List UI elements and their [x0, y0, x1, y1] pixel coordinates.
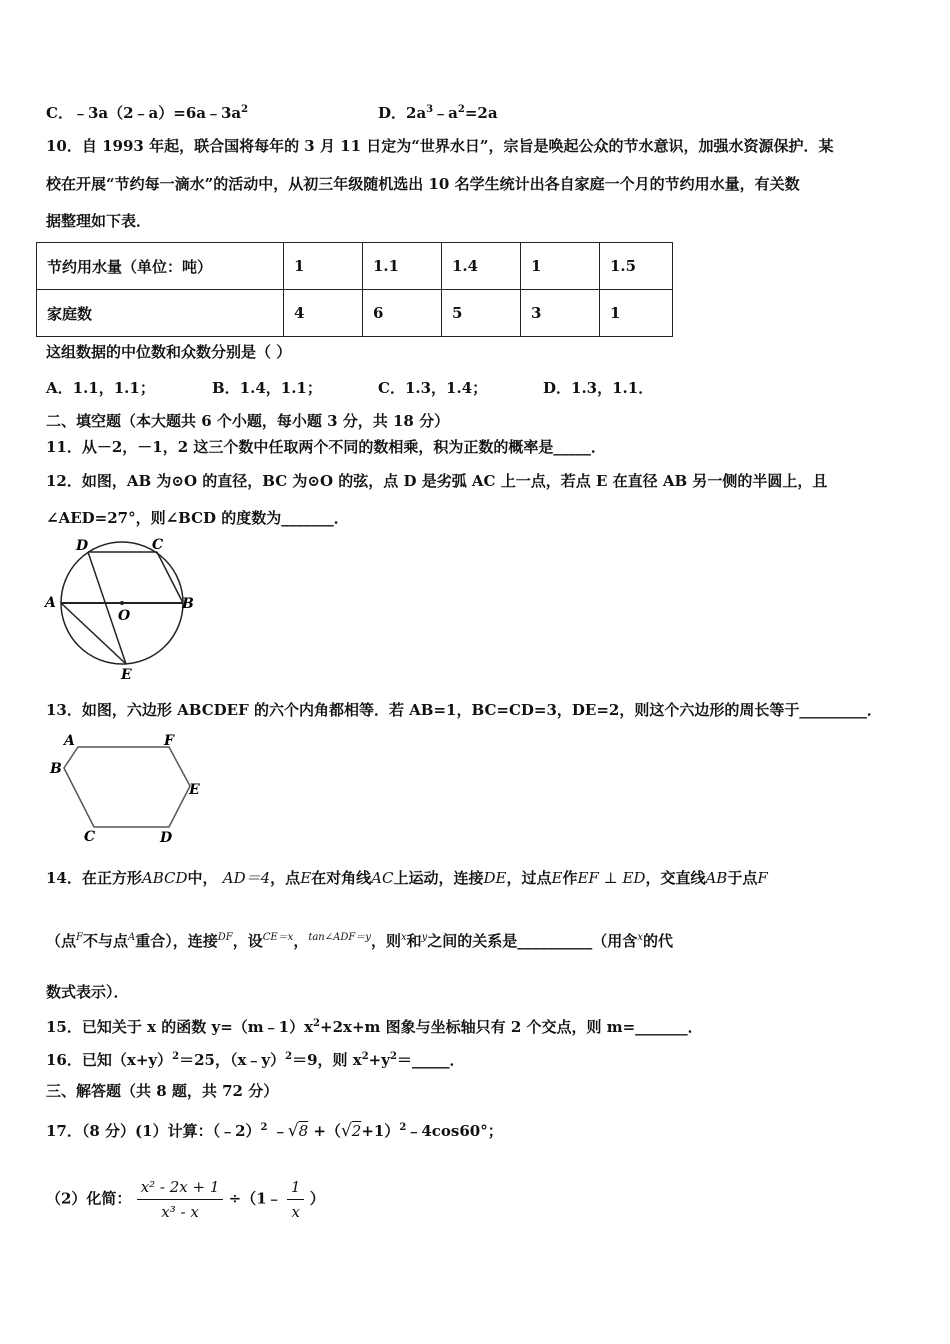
table-cell: 1.1	[363, 243, 442, 290]
q12-line-1: 12．如图，AB 为⊙O 的直径，BC 为⊙O 的弦，点 D 是劣弧 AC 上一点，若点 E 在直径 AB 另一侧的半圆上，且	[46, 472, 828, 490]
water-saving-table	[36, 242, 673, 337]
label-e: E	[121, 667, 132, 683]
q9-option-d: D．$2a^3﹣a^2=2a$	[378, 104, 498, 122]
circle-figure	[40, 534, 210, 684]
label-f: F	[164, 733, 174, 749]
table-header-cell: 家庭数	[37, 290, 284, 337]
section-3-heading: 三、解答题（共 8 题，共 72 分）	[46, 1082, 279, 1100]
table-cell: 1.4	[442, 243, 521, 290]
label-o: O	[118, 608, 131, 624]
table-cell: 1.5	[600, 243, 673, 290]
q10-line-3: 据整理如下表．	[46, 212, 152, 230]
q10-line-1: 10．自 1993 年起，联合国将每年的 3 月 11 日定为“世界水日”，宗旨是唤起公众的节水意识，加强水资源保护．某	[46, 137, 834, 155]
q10-question: 这组数据的中位数和众数分别是（ ）	[46, 343, 292, 361]
q14-line-2: （点$^F$不与点$^A$重合），连接$^{DF}$，设$^{CE=x}$，$^{tan\angle ADF=y}$，则$^x$和$^y$之间的关系是__________（用含$^x$的代	[46, 932, 673, 950]
table-cell: 1	[284, 243, 363, 290]
center-point	[120, 601, 124, 605]
table-row	[37, 243, 673, 290]
q10-option-a: A．1.1，1.1；	[46, 379, 155, 397]
table-cell: 5	[442, 290, 521, 337]
label-b: B	[50, 761, 62, 777]
label-c: C	[84, 829, 96, 845]
q10-option-b: B．1.4，1.1；	[212, 379, 322, 397]
q17-part-1: 17．（8 分）(1）计算：（﹣2）$^2$ ﹣√8 $+(√2+1)^2﹣4\cos 60^\circ$；	[46, 1121, 503, 1141]
label-c: C	[152, 537, 164, 553]
q14-line-3: 数式表示）．	[46, 983, 129, 1001]
label-d: D	[160, 830, 173, 846]
label-b: B	[182, 596, 194, 612]
table-cell: 6	[363, 290, 442, 337]
q10-line-2: 校在开展“节约每一滴水”的活动中，从初三年级随机选出 10 名学生统计出各自家庭一个月的节约用水量，有关数	[46, 175, 800, 193]
label-a: A	[45, 595, 56, 611]
table-cell: 3	[521, 290, 600, 337]
hexagon-figure	[44, 730, 214, 848]
table-row	[37, 290, 673, 337]
q12-line-2: ∠AED=27°，则∠BCD 的度数为_______．	[46, 509, 349, 527]
table-cell: 4	[284, 290, 363, 337]
table-header-cell: 节约用水量（单位：吨）	[37, 243, 284, 290]
label-a: A	[64, 733, 75, 749]
q13-text: 13．如图，六边形 ABCDEF 的六个内角都相等．若 AB=1，BC=CD=3，DE=2，则这个六边形的周长等于_________．	[46, 701, 882, 719]
fraction-1: $\frac{\text{x² - 2x + 1}}{\text{x³ - x}}$	[137, 1175, 224, 1224]
q14-line-1: 14．在正方形ABCD中， AD＝4，点E在对角线AC上运动，连接DE，过点E作EF ⊥ ED，交直线AB于点F	[46, 869, 768, 887]
hexagon-abcdef	[64, 747, 190, 827]
label-e: E	[189, 782, 200, 798]
chord-cb	[157, 552, 183, 603]
label-d: D	[76, 538, 89, 554]
q9-option-c: C．$﹣3a(2﹣a)=6a﹣3a^2$	[46, 104, 249, 122]
q15-text: 15．已知关于 x 的函数 $y=(m﹣1)x^2+2x+m$ 图象与坐标轴只有 2 个交点，则 m=_______．	[46, 1018, 703, 1036]
fraction-2: $\frac{1}{x}$	[287, 1175, 305, 1224]
q16-text: 16．已知$(x+y)^2=25$，（x﹣y）$^2$＝9，则 $x^2+y^2=\_\_\_\_\_$．	[46, 1051, 465, 1069]
q17-part-2: （2）化简： $\frac{\text{x² - 2x + 1}}{\text{x³ - x}}$ ÷（1﹣ $\frac{1}{x}$ ）	[46, 1175, 325, 1224]
q10-option-c: C．1.3，1.4；	[378, 379, 488, 397]
section-2-heading: 二、填空题（本大题共 6 个小题，每小题 3 分，共 18 分）	[46, 412, 450, 430]
q10-option-d: D．1.3，1.1．	[543, 379, 654, 397]
table-cell: 1	[521, 243, 600, 290]
table-cell: 1	[600, 290, 673, 337]
q11-text: 11．从－2，－1，2 这三个数中任取两个不同的数相乘，积为正数的概率是_____．	[46, 438, 606, 456]
